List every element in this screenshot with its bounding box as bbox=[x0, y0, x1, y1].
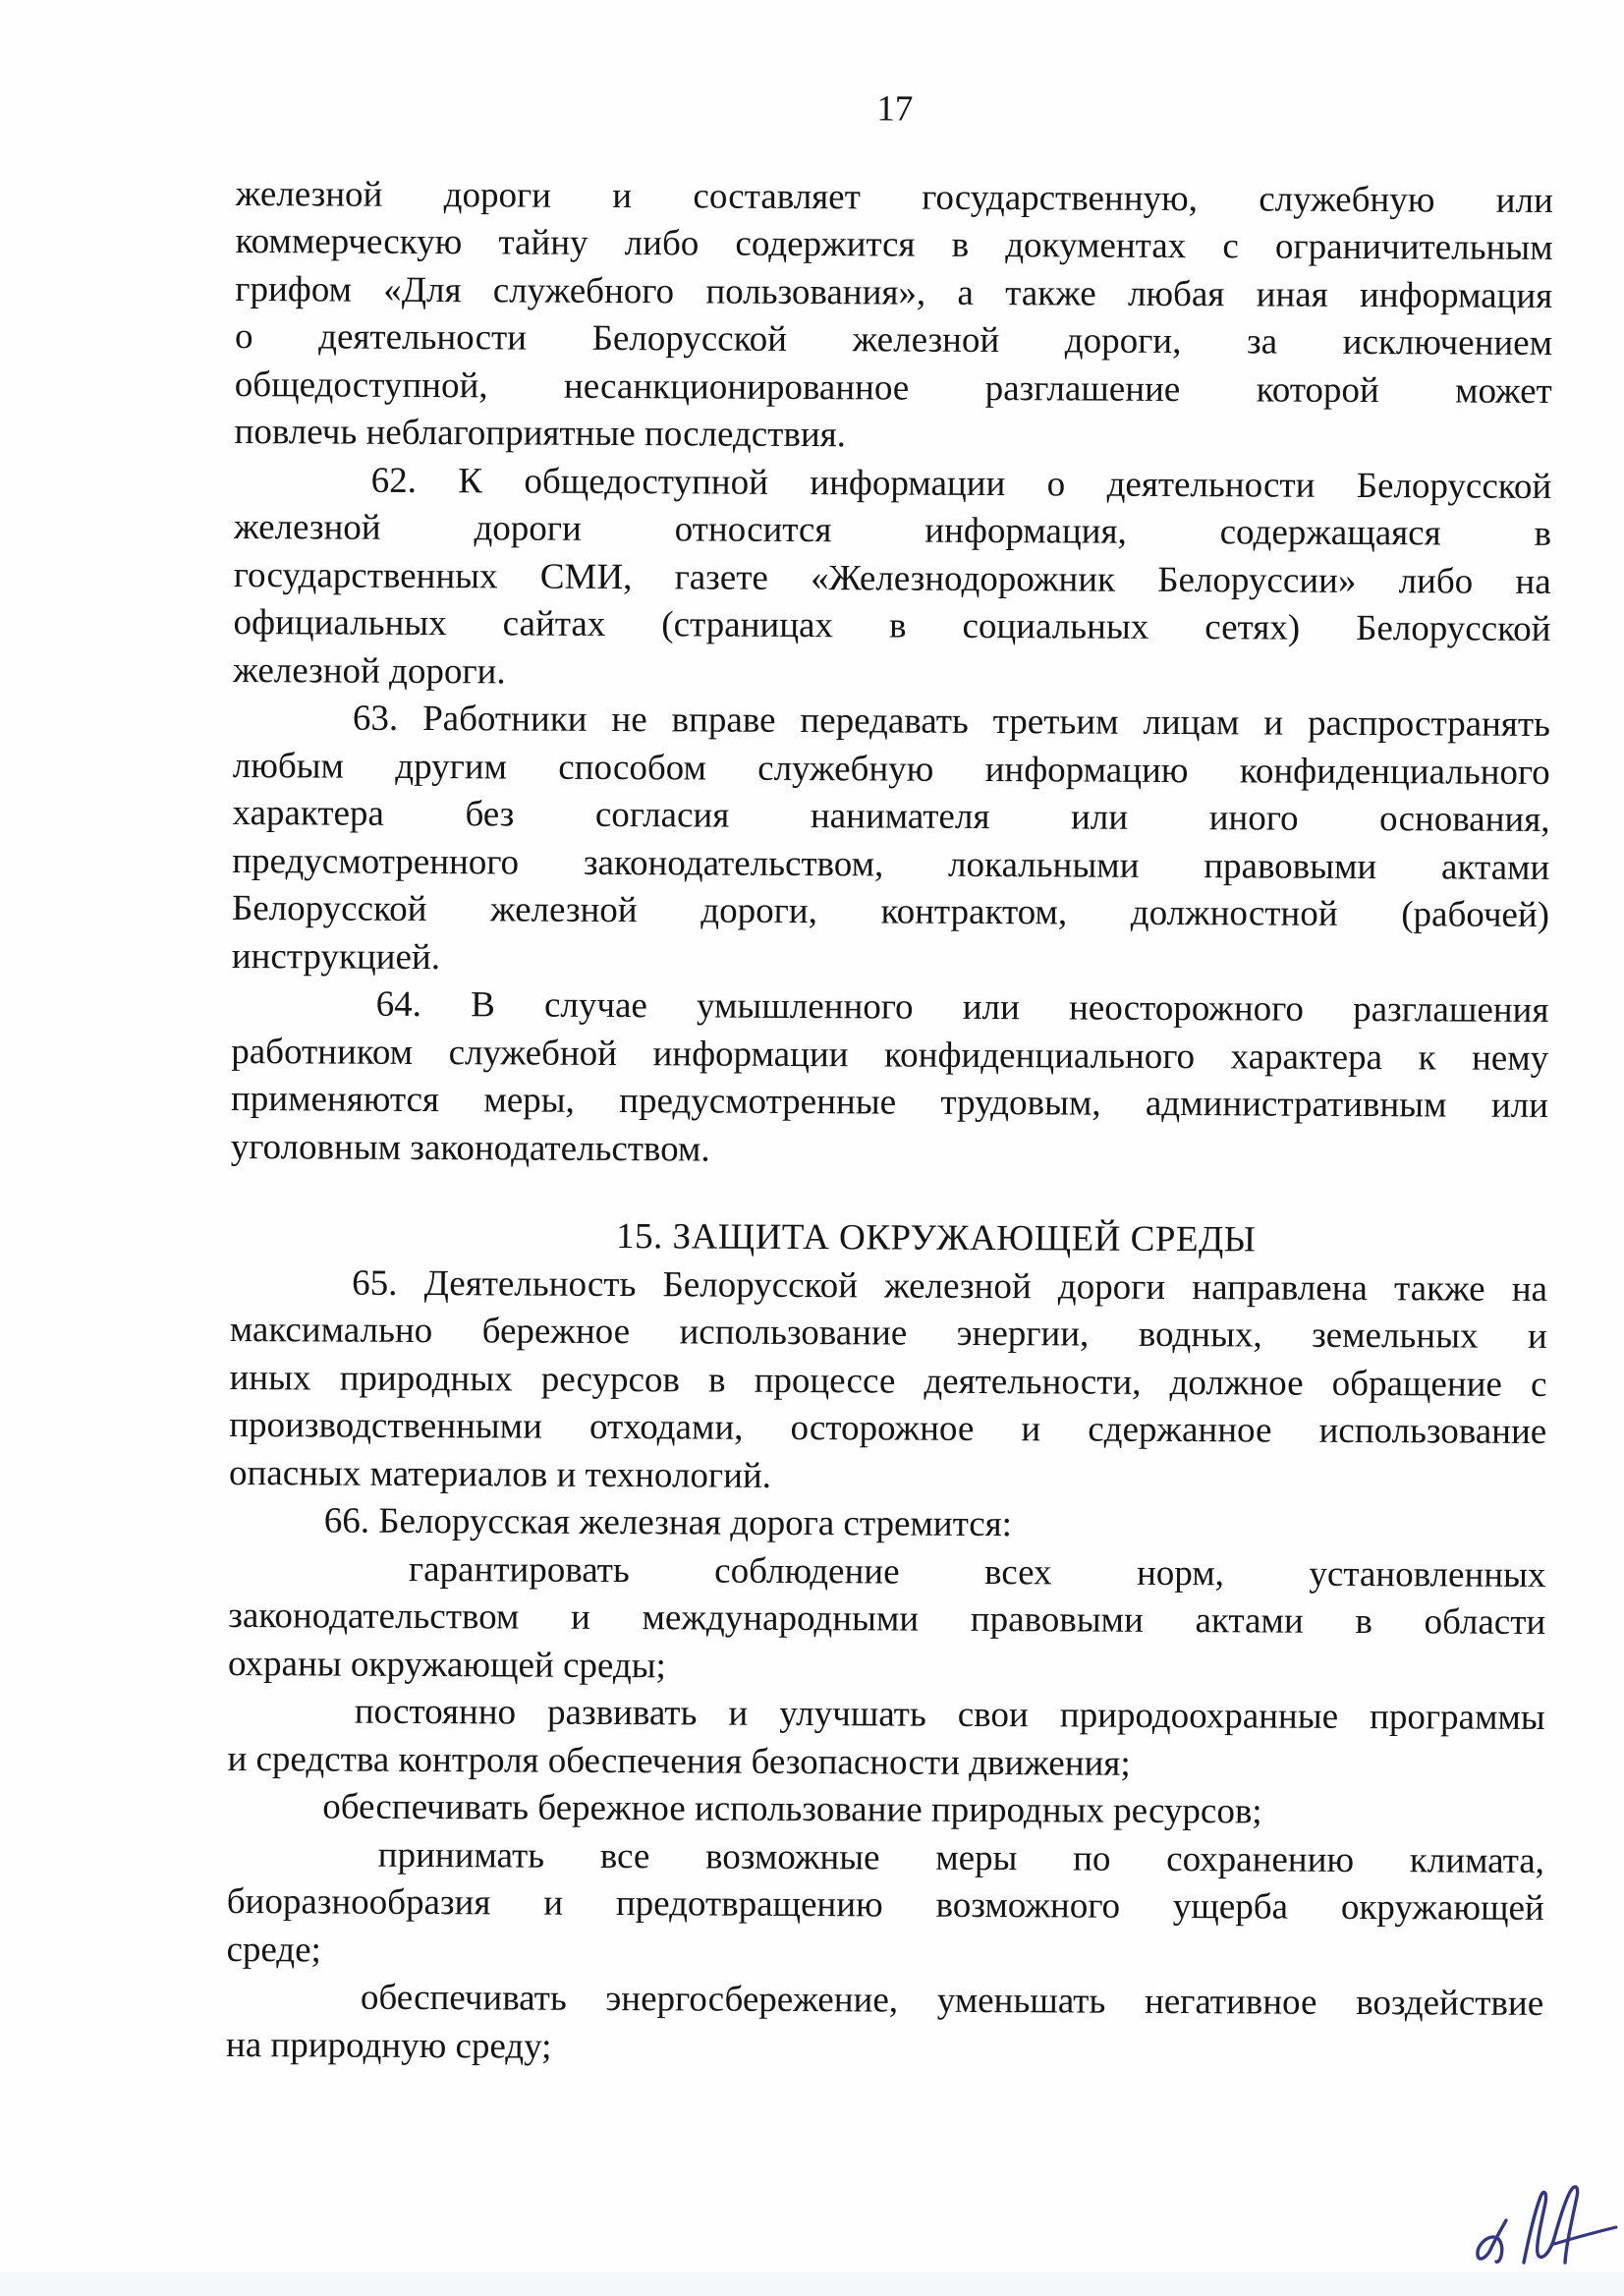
text-line: железной дороги и составляет государственную, служебную или bbox=[235, 173, 1553, 221]
paragraph-66-item-4 bbox=[226, 1830, 1544, 1981]
text-line: о деятельности Белорусской железной дороги, за исключением bbox=[234, 315, 1553, 364]
text-line: общедоступной, несанкционированное разглашение которой может bbox=[234, 364, 1552, 412]
text-line: опасных материалов и технологий. bbox=[228, 1452, 772, 1496]
text-line: среде; bbox=[226, 1929, 321, 1970]
text-line: 65. Деятельность Белорусской железной дороги направлена также на bbox=[352, 1262, 1548, 1310]
signature-ink bbox=[1524, 2187, 1578, 2263]
paragraph-62 bbox=[233, 456, 1551, 701]
text-line: обеспечивать бережное использование природных ресурсов; bbox=[322, 1786, 1262, 1832]
text-line: охраны окружающей среды; bbox=[227, 1643, 666, 1686]
text-line: любым другим способом служебную информацию конфиденциального bbox=[232, 745, 1550, 793]
paragraph-65 bbox=[229, 1259, 1547, 1504]
text-line: грифом «Для служебного пользования», а также любая иная информация bbox=[235, 268, 1553, 316]
text-line: максимально бережное использование энергии, водных, земельных и bbox=[229, 1309, 1547, 1358]
text-column bbox=[226, 83, 1554, 2076]
text-line: государственных СМИ, газете «Железнодорожник Белоруссии» либо на bbox=[233, 554, 1551, 602]
text-line: повлечь неблагоприятные последствия. bbox=[234, 411, 847, 456]
text-line: 63. Работники не вправе передавать третьим лицам и распространять bbox=[352, 698, 1551, 746]
text-line: работником служебной информации конфиденциального характера к нему bbox=[231, 1031, 1549, 1079]
text-line: железной дороги. bbox=[233, 649, 506, 692]
text-line: обеспечивать энергосбережение, уменьшать негативное воздействие bbox=[360, 1977, 1544, 2024]
text-line: 64. В случае умышленного или неосторожного разглашения bbox=[375, 983, 1549, 1032]
text-line: коммерческую тайну либо содержится в документах с ограничительным bbox=[235, 220, 1553, 269]
handwritten-signature bbox=[1470, 2183, 1623, 2277]
paragraph-66-item-2 bbox=[227, 1688, 1544, 1790]
text-line: и средства контроля обеспечения безопасности движения; bbox=[227, 1738, 1131, 1784]
signature-ink bbox=[1554, 2227, 1616, 2244]
text-line: на природную среду; bbox=[225, 2024, 552, 2067]
paragraph-63 bbox=[232, 695, 1551, 987]
text-line: биоразнообразия и предотвращению возможного ущерба окружающей bbox=[226, 1880, 1544, 1929]
paragraph-66 bbox=[229, 1497, 1546, 1552]
text-line: характера без согласия нанимателя или иного основания, bbox=[232, 792, 1550, 841]
text-line: Белорусской железной дороги, контрактом, должностной (рабочей) bbox=[231, 887, 1550, 936]
page-number: 17 bbox=[876, 88, 914, 130]
signature-ink bbox=[1478, 2220, 1506, 2262]
paragraph-continuation bbox=[234, 170, 1553, 463]
section-heading: 15. ЗАЩИТА ОКРУЖАЮЩЕЙ СРЕДЫ bbox=[615, 1216, 1257, 1260]
paragraph-66-item-5 bbox=[226, 1974, 1543, 2076]
text-line: официальных сайтах (страницах в социальных сетях) Белорусской bbox=[233, 601, 1551, 650]
paragraph-66-item-3 bbox=[227, 1783, 1544, 1838]
text-line: инструкцией. bbox=[231, 935, 441, 978]
text-line: железной дороги относится информация, содержащаяся в bbox=[233, 506, 1552, 555]
text-line: уголовным законодательством. bbox=[230, 1126, 710, 1170]
text-line: производственными отходами, осторожное и сдержанное использование bbox=[229, 1404, 1547, 1453]
scan-edge-shadow bbox=[0, 2272, 1624, 2296]
text-line: применяются меры, предусмотренные трудовым, административным или bbox=[230, 1078, 1549, 1127]
text-line: гарантировать соблюдение всех норм, установленных bbox=[408, 1548, 1546, 1596]
text-line: 62. К общедоступной информации о деятельности Белорусской bbox=[370, 460, 1552, 507]
paragraph-66-item-1 bbox=[228, 1544, 1546, 1695]
paragraph-64 bbox=[231, 980, 1549, 1178]
text-line: 66. Белорусская железная дорога стремится: bbox=[323, 1500, 1013, 1545]
text-line: законодательством и международными правовыми актами в области bbox=[228, 1595, 1546, 1644]
text-line: иных природных ресурсов в процессе деятельности, должное обращение с bbox=[229, 1357, 1547, 1405]
text-line: принимать все возможные меры по сохранению климата, bbox=[377, 1834, 1545, 1881]
text-line: постоянно развивать и улучшать свои природоохранные программы bbox=[354, 1691, 1545, 1738]
text-line: предусмотренного законодательством, локальными правовыми актами bbox=[232, 840, 1550, 888]
document-body bbox=[226, 170, 1553, 2075]
